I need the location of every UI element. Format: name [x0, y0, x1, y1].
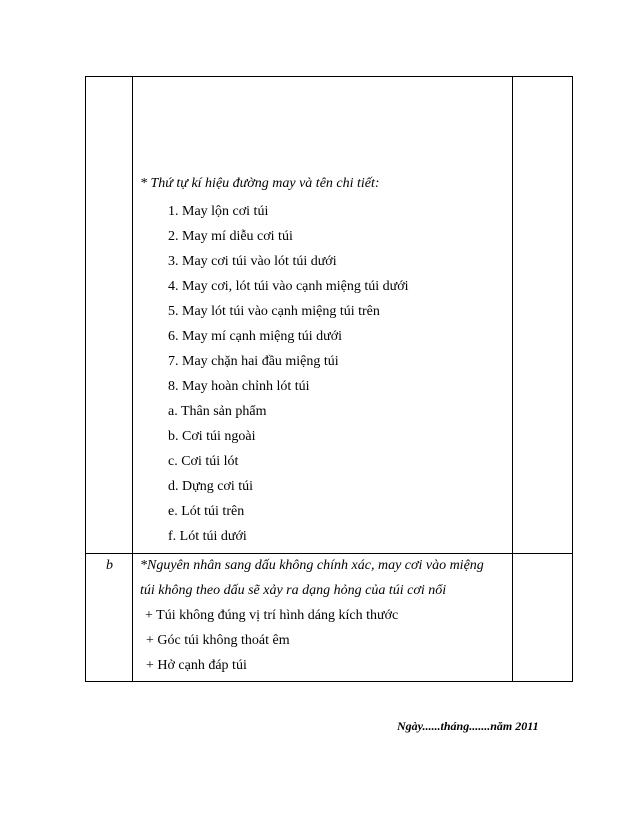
- list-item: 1. May lộn cơi túi: [168, 204, 269, 219]
- list-item: 5. May lót túi vào cạnh miệng túi trên: [168, 304, 380, 319]
- section-b-label: b: [106, 558, 113, 573]
- list-item: c. Cơi túi lót: [168, 454, 239, 469]
- list-item: 6. May mí cạnh miệng túi dưới: [168, 329, 343, 344]
- content-table: [85, 76, 573, 682]
- list-item: e. Lót túi trên: [168, 504, 245, 519]
- list-item: 7. May chặn hai đầu miệng túi: [168, 354, 339, 369]
- list-item: 8. May hoàn chỉnh lót túi: [168, 379, 310, 394]
- column-divider-1: [132, 77, 133, 681]
- list-item: + Hở cạnh đáp túi: [146, 658, 247, 673]
- row-divider: [86, 553, 572, 554]
- list-item: 2. May mí diễu cơi túi: [168, 229, 293, 244]
- list-item: + Góc túi không thoát êm: [146, 633, 290, 648]
- column-divider-2: [512, 77, 513, 681]
- list-item: b. Cơi túi ngoài: [168, 429, 256, 444]
- section-a-heading: * Thứ tự kí hiệu đường may và tên chi tiết:: [140, 176, 380, 191]
- list-item: d. Dựng cơi túi: [168, 479, 253, 494]
- section-b-heading-line2: túi không theo dấu sẽ xảy ra dạng hỏng của túi cơi nổi: [140, 583, 447, 598]
- list-item: 3. May cơi túi vào lót túi dưới: [168, 254, 337, 269]
- list-item: 4. May cơi, lót túi vào cạnh miệng túi dưới: [168, 279, 409, 294]
- list-item: f. Lót túi dưới: [168, 529, 247, 544]
- footer-date: Ngày......tháng.......năm 2011: [397, 719, 539, 733]
- section-b-heading-line1: *Nguyên nhân sang dấu không chính xác, may cơi vào miệng: [140, 558, 484, 573]
- list-item: + Túi không đúng vị trí hình dáng kích thước: [145, 608, 399, 623]
- list-item: a. Thân sản phẩm: [168, 404, 267, 419]
